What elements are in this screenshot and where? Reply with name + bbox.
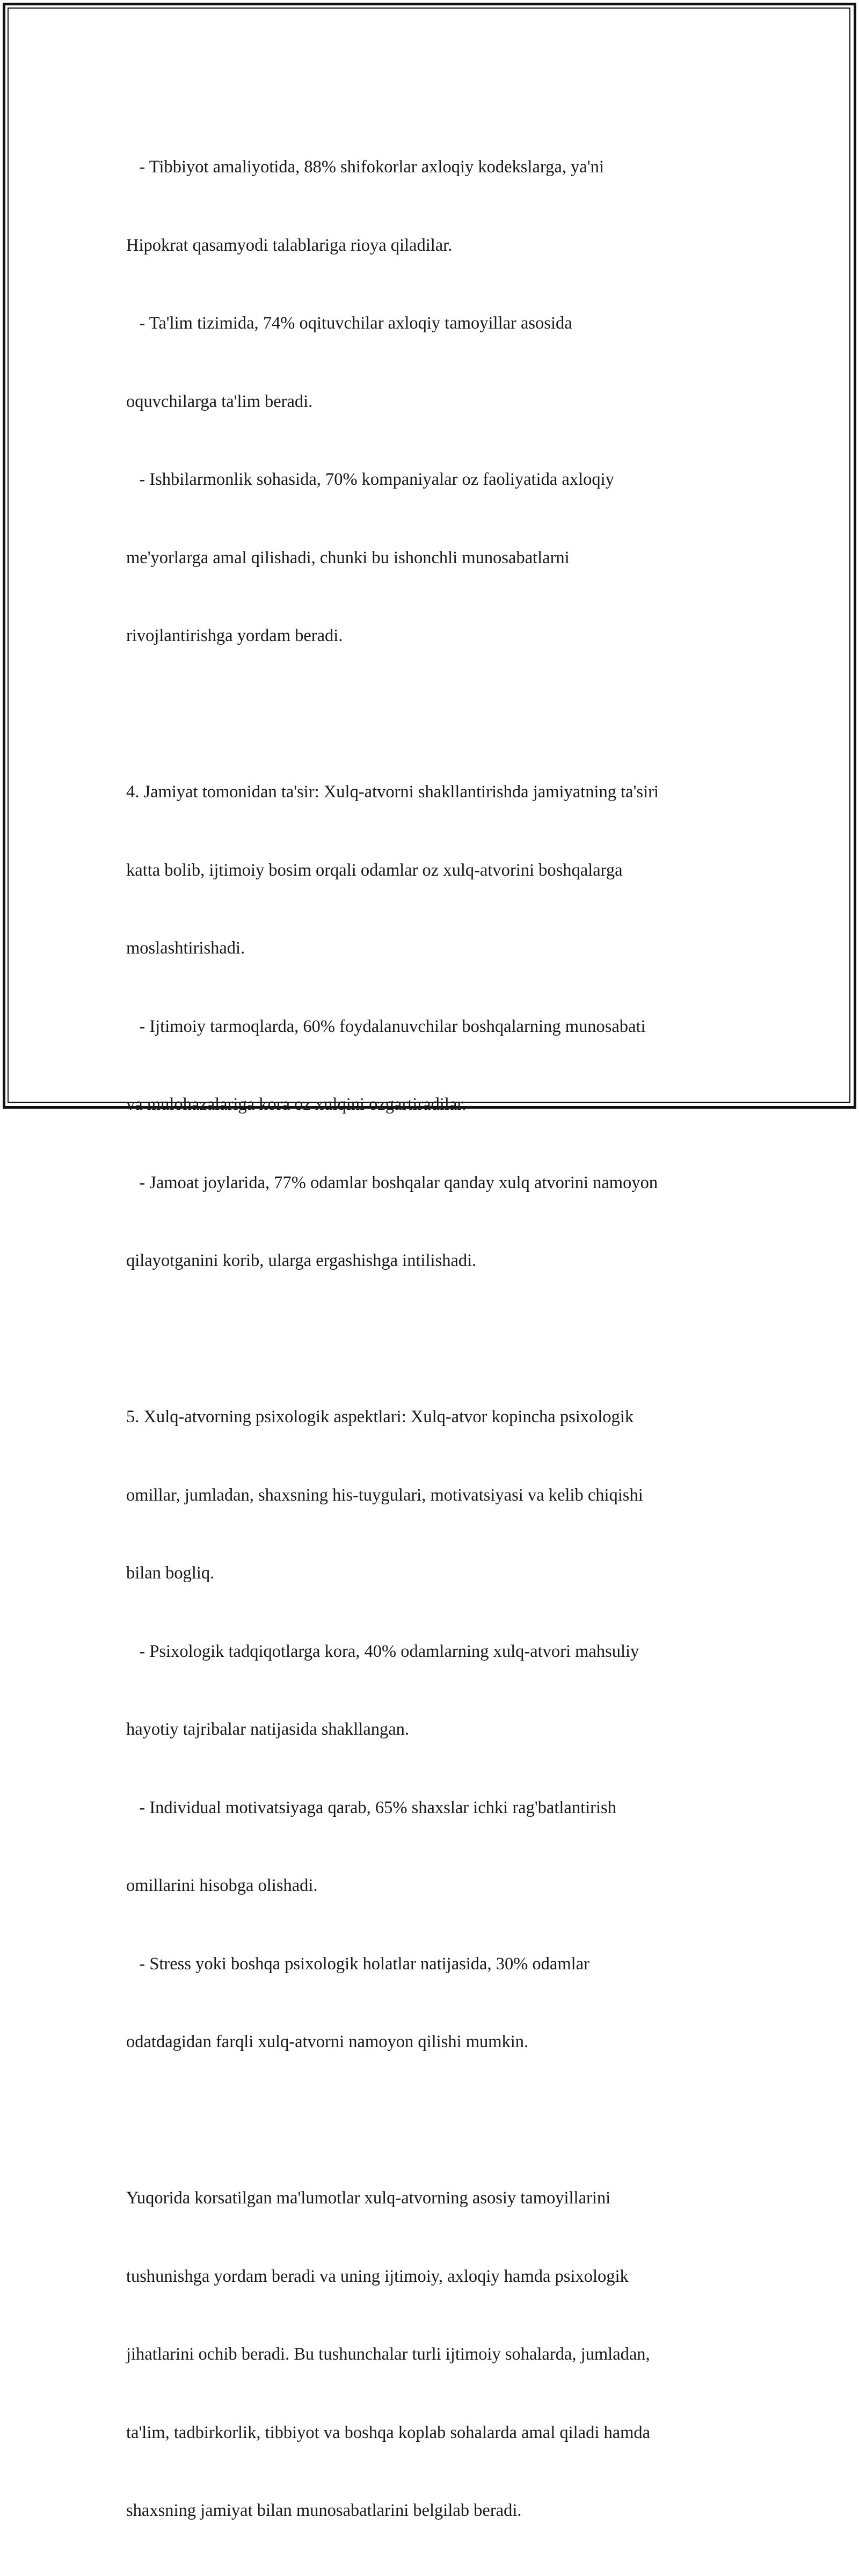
text-line: Hipokrat qasamyodi talablariga rioya qiladilar. [126, 235, 453, 255]
text-line: omillarini hisobga olishadi. [126, 1876, 318, 1895]
text-line: oquvchilarga ta'lim beradi. [126, 391, 313, 411]
text-line: moslashtirishadi. [126, 938, 245, 958]
text-line: 4. Jamiyat tomonidan ta'sir: Xulq-atvorni shakllantirishda jamiyatning ta'siri [126, 782, 659, 802]
paragraph-ethics-examples [126, 102, 749, 701]
text-line: - Ijtimoiy tarmoqlarda, 60% foydalanuvchilar boshqalarning munosabati [126, 1016, 646, 1036]
text-line: me'yorlarga amal qilishadi, chunki bu ishonchli munosabatlarni [126, 548, 570, 567]
paragraph-spacer [126, 2107, 749, 2134]
text-line: - Jamoat joylarida, 77% odamlar boshqalar qanday xulq atvorini namoyon [126, 1173, 658, 1192]
text-line: - Ta'lim tizimida, 74% oqituvchilar axloqiy tamoyillar asosida [126, 314, 572, 333]
text-line: - Ishbilarmonlik sohasida, 70% kompaniyalar oz faoliyatida axloqiy [126, 470, 614, 489]
text-line: hayotiy tajribalar natijasida shakllangan. [126, 1720, 410, 1739]
text-line: ta'lim, tadbirkorlik, tibbiyot va boshqa koplab sohalarda amal qiladi hamda [126, 2422, 651, 2442]
text-line: omillar, jumladan, shaxsning his-tuygulari, motivatsiyasi va kelib chiqishi [126, 1485, 643, 1505]
document-body [126, 102, 749, 2576]
paragraph-conclusion [126, 2133, 749, 2576]
paragraph-section-5 [126, 1352, 749, 2107]
text-line: katta bolib, ijtimoiy bosim orqali odamlar oz xulq-atvorini boshqalarga [126, 860, 623, 880]
paragraph-spacer [126, 1326, 749, 1352]
text-line: bilan bogliq. [126, 1563, 215, 1583]
text-line: 5. Xulq-atvorning psixologik aspektlari: Xulq-atvor kopincha psixologik [126, 1407, 634, 1427]
text-line: rivojlantirishga yordam beradi. [126, 626, 343, 645]
paragraph-section-4 [126, 727, 749, 1326]
text-line: tushunishga yordam beradi va uning ijtimoiy, axloqiy hamda psixologik [126, 2266, 629, 2286]
text-line: va mulohazalariga kora oz xulqini ozgartiradilar. [126, 1095, 467, 1114]
text-line: qilayotganini korib, ularga ergashishga intilishadi. [126, 1251, 477, 1270]
text-line: shaxsning jamiyat bilan munosabatlarini belgilab beradi. [126, 2501, 522, 2520]
text-line: - Tibbiyot amaliyotida, 88% shifokorlar axloqiy kodekslarga, ya'ni [126, 157, 604, 177]
text-line: - Stress yoki boshqa psixologik holatlar natijasida, 30% odamlar [126, 1954, 589, 1974]
text-line: odatdagidan farqli xulq-atvorni namoyon qilishi mumkin. [126, 2032, 529, 2051]
text-line: - Psixologik tadqiqotlarga kora, 40% odamlarning xulq-atvori mahsuliy [126, 1641, 639, 1661]
text-line: jihatlarini ochib beradi. Bu tushunchalar turli ijtimoiy sohalarda, jumladan, [126, 2345, 650, 2364]
paragraph-spacer [126, 701, 749, 727]
text-line: Yuqorida korsatilgan ma'lumotlar xulq-atvorning asosiy tamoyillarini [126, 2188, 611, 2208]
text-line: - Individual motivatsiyaga qarab, 65% shaxslar ichki rag'batlantirish [126, 1798, 616, 1817]
